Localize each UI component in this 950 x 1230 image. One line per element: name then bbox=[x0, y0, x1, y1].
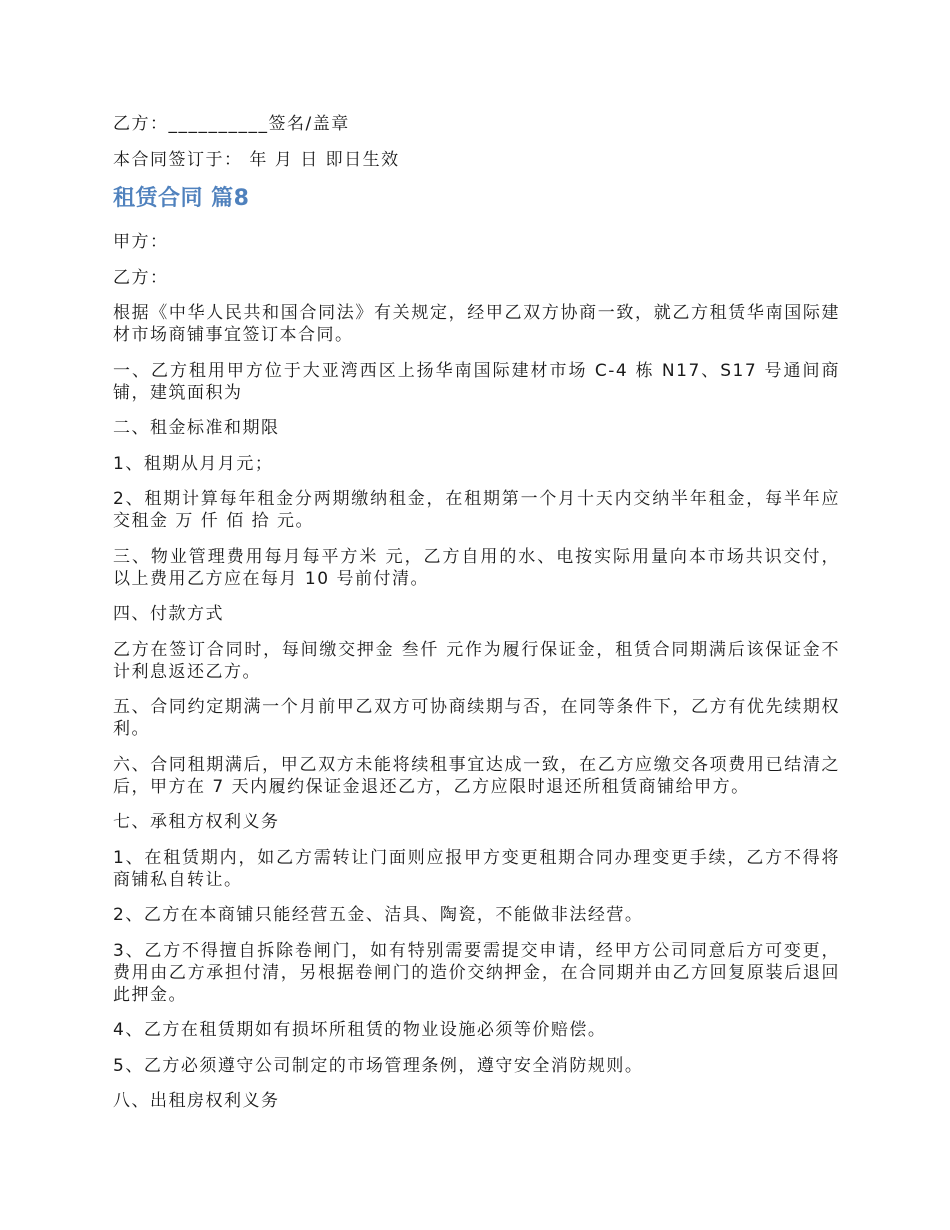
clause-4-deposit: 乙方在签订合同时，每间缴交押金 叁仟 元作为履行保证金，租赁合同期满后该保证金不计利息返还乙方。 bbox=[113, 639, 840, 682]
section-heading: 租赁合同 篇8 bbox=[113, 186, 250, 211]
clause-2-rent-heading: 二、租金标准和期限 bbox=[113, 418, 280, 438]
clause-3-management-fee: 三、物业管理费用每月每平方米 元，乙方自用的水、电按实际用量向本市场共识交付，以上费用乙方应在每月 10 号前付清。 bbox=[113, 546, 840, 589]
clause-4-payment-heading: 四、付款方式 bbox=[113, 604, 224, 624]
signing-date-line: 本合同签订于： 年 月 日 即日生效 bbox=[113, 149, 400, 170]
clause-7-item-3: 3、乙方不得擅自拆除卷闸门，如有特别需要需提交申请，经甲方公司同意后方可变更，费用由乙方承担付清，另根据卷闸门的造价交纳押金，在合同期并由乙方回复原装后退回此押金。 bbox=[113, 940, 840, 1005]
clause-7-item-4: 4、乙方在租赁期如有损坏所租赁的物业设施必须等价赔偿。 bbox=[113, 1020, 607, 1040]
clause-2-item-2: 2、租期计算每年租金分两期缴纳租金，在租期第一个月十天内交纳半年租金，每半年应交租金 万 仟 佰 拾 元。 bbox=[113, 489, 840, 531]
party-b-label: 乙方： bbox=[113, 267, 169, 288]
clause-7-item-5: 5、乙方必须遵守公司制定的市场管理条例，遵守安全消防规则。 bbox=[113, 1055, 644, 1076]
clause-7-item-1: 1、在租赁期内，如乙方需转让门面则应报甲方变更租期合同办理变更手续，乙方不得将商铺私自转让。 bbox=[113, 847, 840, 890]
clause-7-item-2: 2、乙方在本商铺只能经营五金、洁具、陶瓷，不能做非法经营。 bbox=[113, 905, 644, 925]
preamble-paragraph: 根据《中华人民共和国合同法》有关规定，经甲乙双方协商一致，就乙方租赁华南国际建材市场商铺事宜签订本合同。 bbox=[113, 303, 840, 345]
clause-7-tenant-heading: 七、承租方权利义务 bbox=[113, 812, 280, 832]
clause-5-renewal: 五、合同约定期满一个月前甲乙双方可协商续期与否，在同等条件下，乙方有优先续期权利。 bbox=[113, 697, 840, 739]
clause-2-item-1: 1、租期从月月元； bbox=[113, 453, 274, 474]
clause-8-landlord-heading: 八、出租房权利义务 bbox=[113, 1091, 280, 1111]
document-page bbox=[113, 113, 840, 1126]
party-a-label: 甲方： bbox=[113, 232, 169, 252]
clause-1-premises: 一、乙方租用甲方位于大亚湾西区上扬华南国际建材市场 C-4 栋 N17、S17 号通间商铺，建筑面积为 bbox=[113, 360, 840, 403]
party-b-signature-line: 乙方：__________签名/盖章 bbox=[113, 114, 350, 134]
clause-6-expiry: 六、合同租期满后，甲乙双方未能将续租事宜达成一致，在乙方应缴交各项费用已结清之后，甲方在 7 天内履约保证金退还乙方，乙方应限时退还所租赁商铺给甲方。 bbox=[113, 754, 840, 797]
